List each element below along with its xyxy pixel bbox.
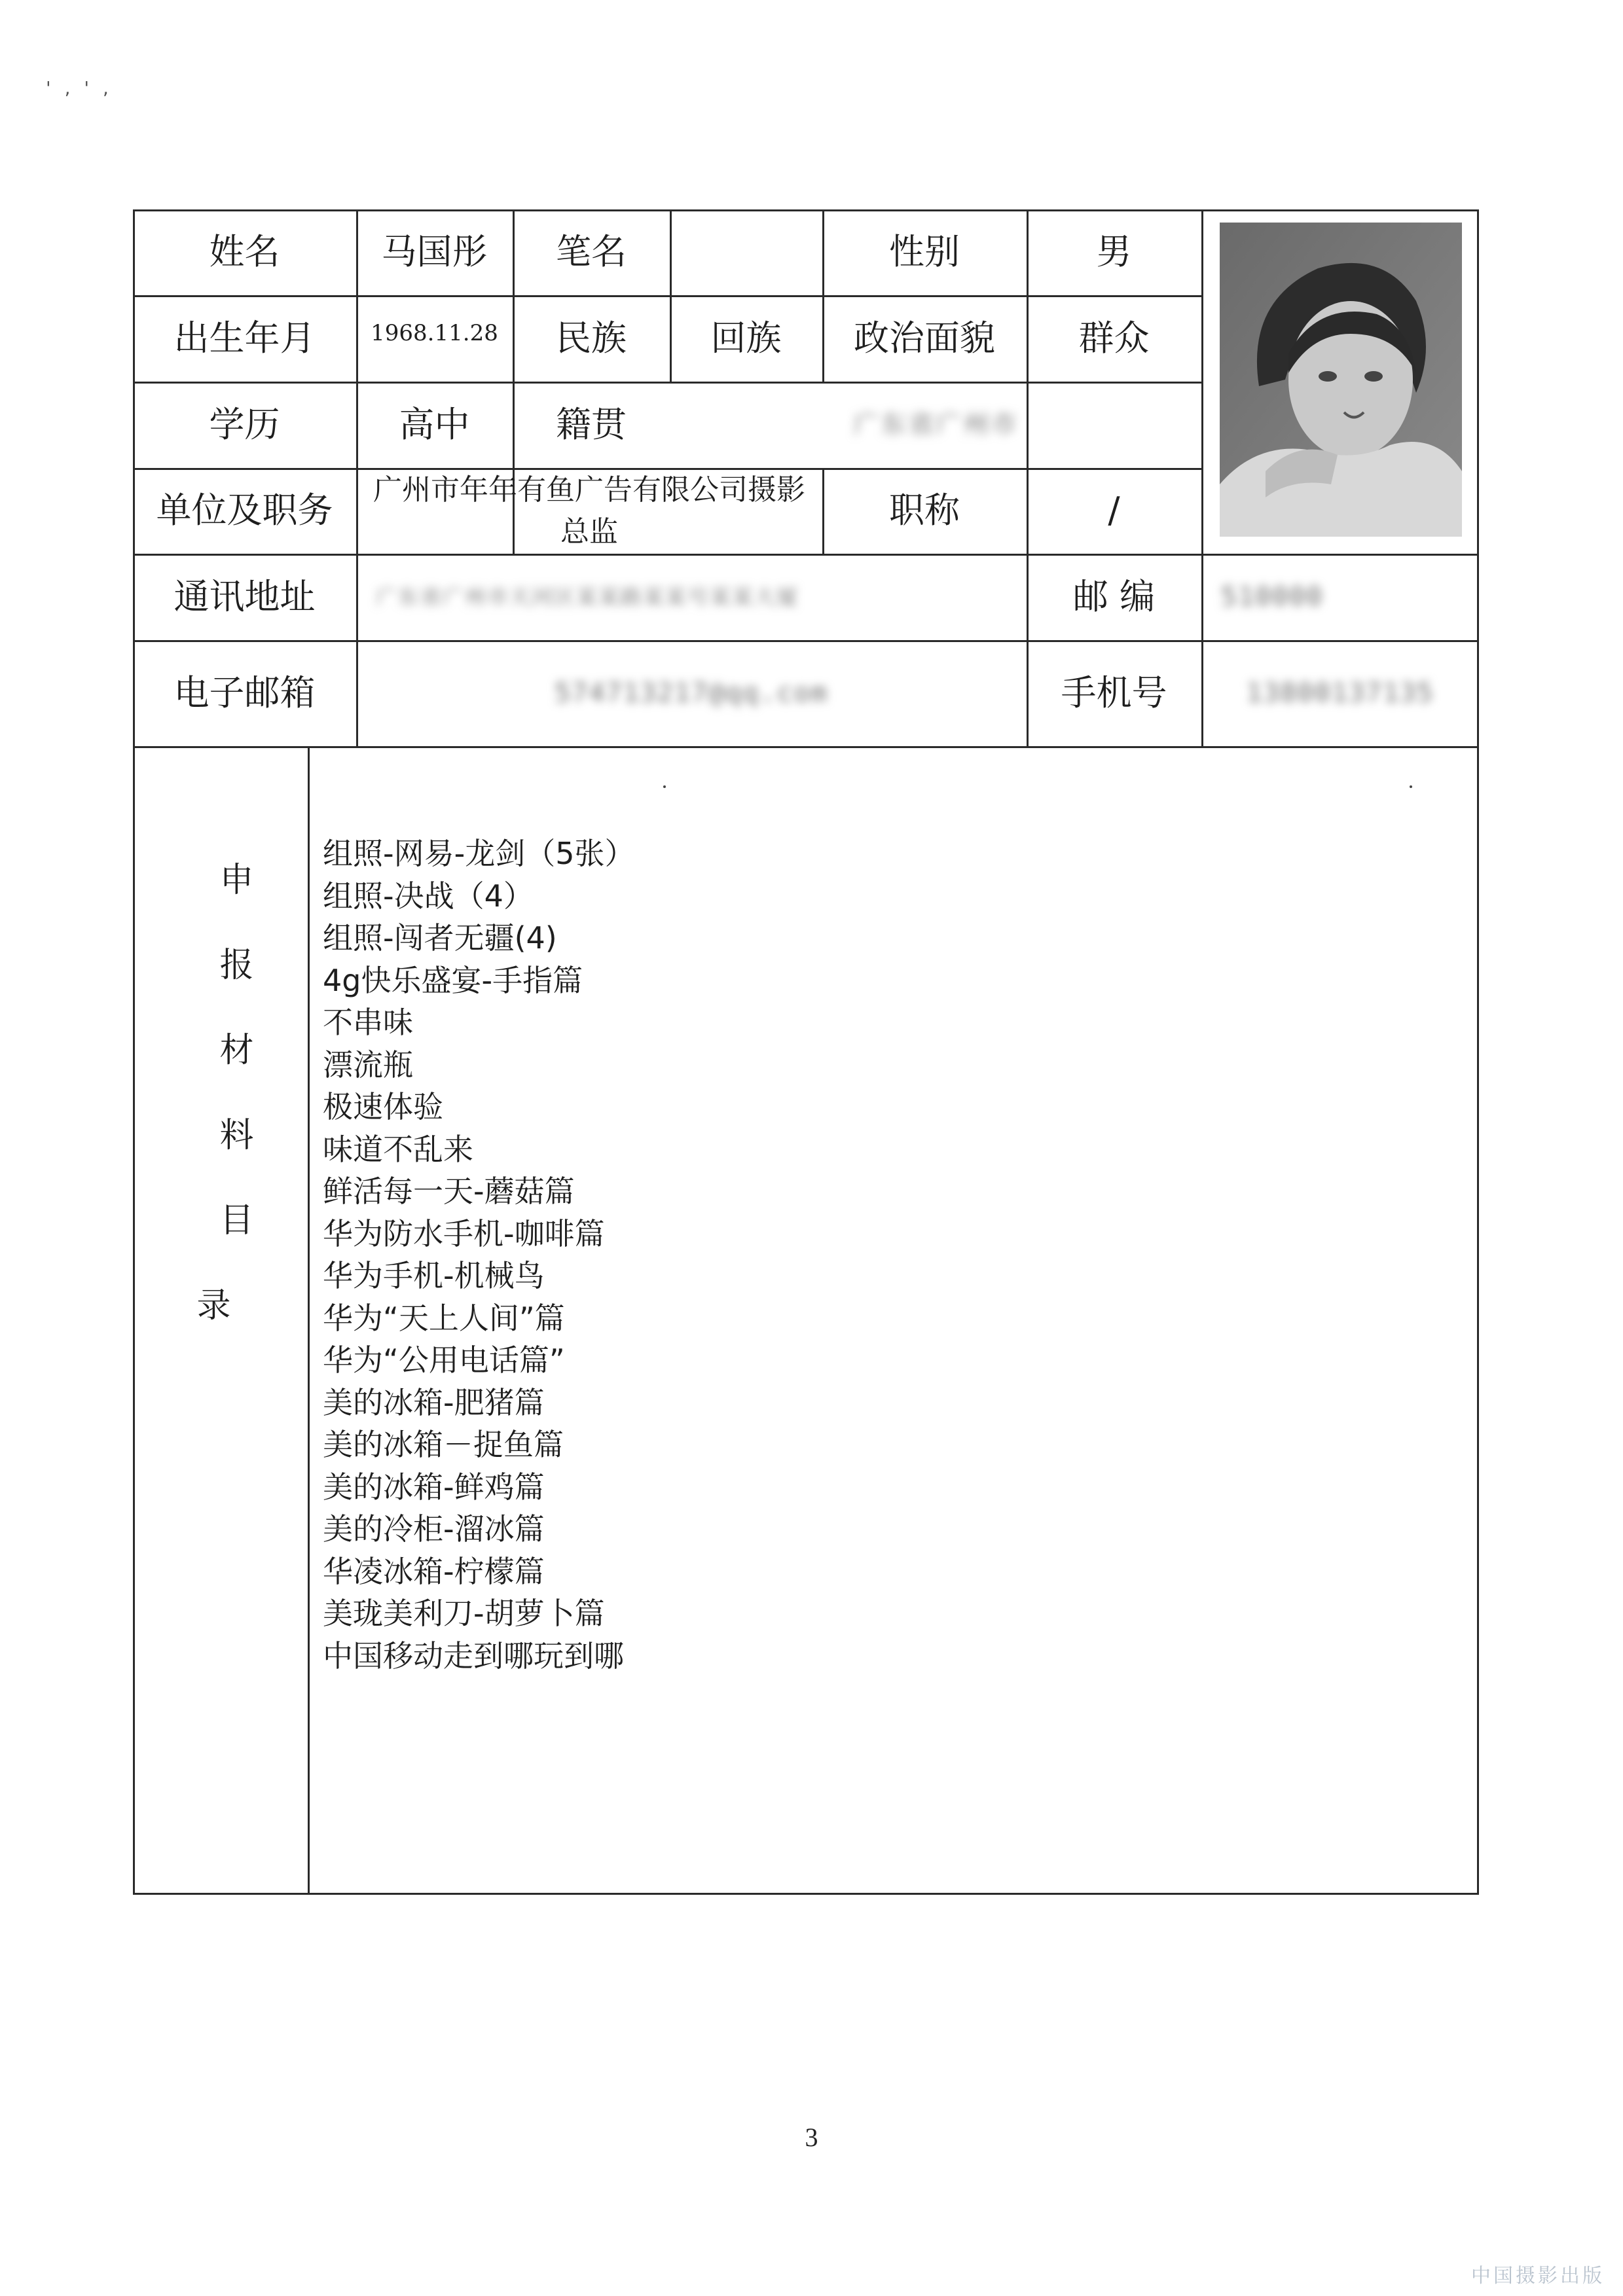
list-item: 美的冷柜-溜冰篇 (323, 1511, 545, 1547)
list-item: 华为防水手机-咖啡篇 (323, 1215, 605, 1251)
list-item: 味道不乱来 (323, 1131, 473, 1167)
professional-title-value: / (1108, 490, 1120, 531)
unit-position-label: 单位及职务 (156, 490, 333, 531)
page-number: 3 (805, 2123, 818, 2152)
origin-label: 籍贯 (556, 403, 627, 445)
name-label: 姓名 (209, 231, 280, 273)
gender-value: 男 (1096, 231, 1132, 273)
materials-list (323, 833, 634, 1677)
list-item: 美的冰箱-鲜鸡篇 (323, 1469, 545, 1505)
list-item: 组照-网易-龙剑（5张） (323, 836, 635, 871)
application-form (133, 209, 1479, 1895)
name-value: 马国彤 (381, 231, 488, 273)
label-char: 报 (219, 946, 254, 985)
mobile-value-redacted: 13800137135 (1246, 678, 1434, 708)
professional-title-label: 职称 (889, 490, 960, 531)
label-char: 目 (219, 1201, 254, 1240)
label-char: 材 (219, 1031, 254, 1070)
postcode-label: 邮 编 (1072, 575, 1156, 617)
list-item: 组照-闯者无疆(4) (323, 920, 557, 956)
postcode-value-redacted: 510000 (1221, 582, 1324, 612)
email-label: 电子邮箱 (173, 672, 316, 713)
portrait-image (1220, 223, 1462, 537)
border-right (1477, 209, 1479, 1895)
label-char: 申 (219, 861, 254, 900)
border-bottom (133, 1893, 1479, 1895)
unit-position-value: 广州市年年有鱼广告有限公司摄影总监 (373, 473, 805, 548)
list-item: 华凌冰箱-柠檬篇 (323, 1553, 545, 1589)
origin-value-redacted: 广东省广州市 (853, 410, 1018, 440)
mobile-label: 手机号 (1061, 672, 1167, 713)
list-item: 华为手机-机械鸟 (323, 1258, 545, 1293)
list-item: 鲜活每一天-蘑菇篇 (323, 1174, 575, 1209)
list-item: 4g快乐盛宴-手指篇 (323, 962, 583, 998)
list-item: 美的冰箱-肥猪篇 (323, 1384, 545, 1420)
scan-marks: ' , ' , (46, 77, 113, 99)
ethnicity-value: 回族 (710, 317, 782, 359)
political-status-label: 政治面貌 (854, 317, 995, 359)
pen-name-label: 笔名 (556, 231, 627, 273)
list-item: 华为“公用电话篇” (323, 1342, 565, 1378)
list-item: 漂流瓶 (323, 1047, 413, 1083)
gender-label: 性别 (889, 231, 960, 273)
list-item: 美的冰箱－捉鱼篇 (323, 1427, 564, 1462)
birth-label: 出生年月 (173, 317, 316, 359)
ethnicity-label: 民族 (556, 317, 627, 359)
list-item: 华为“天上人间”篇 (323, 1300, 565, 1336)
watermark: 中国摄影出版 (1471, 2265, 1605, 2287)
address-label: 通讯地址 (173, 575, 316, 617)
label-char: 录 (196, 1286, 231, 1325)
label-char: 料 (219, 1116, 254, 1155)
education-label: 学历 (209, 403, 280, 445)
scan-dot (663, 785, 666, 788)
education-value: 高中 (399, 403, 470, 445)
list-item: 不串味 (323, 1005, 413, 1040)
applicant-photo (1220, 223, 1462, 537)
birth-value: 1968.11.28 (371, 320, 498, 346)
list-item: 极速体验 (323, 1089, 443, 1124)
email-value-redacted: 574713217@qq.com (555, 678, 828, 708)
row-divider (133, 746, 1479, 748)
list-item: 组照-决战（4） (323, 878, 534, 914)
materials-list-label (133, 838, 308, 1348)
political-status-value: 群众 (1078, 317, 1150, 359)
address-value-redacted: 广东省广州市天河区某某路某某号某某大厦 (376, 584, 799, 609)
col-divider (308, 746, 310, 1893)
list-item: 中国移动走到哪玩到哪 (323, 1638, 624, 1674)
pen-name-value (670, 209, 822, 295)
scan-dot (1410, 785, 1412, 788)
list-item: 美珑美利刀-胡萝卜篇 (323, 1596, 605, 1631)
